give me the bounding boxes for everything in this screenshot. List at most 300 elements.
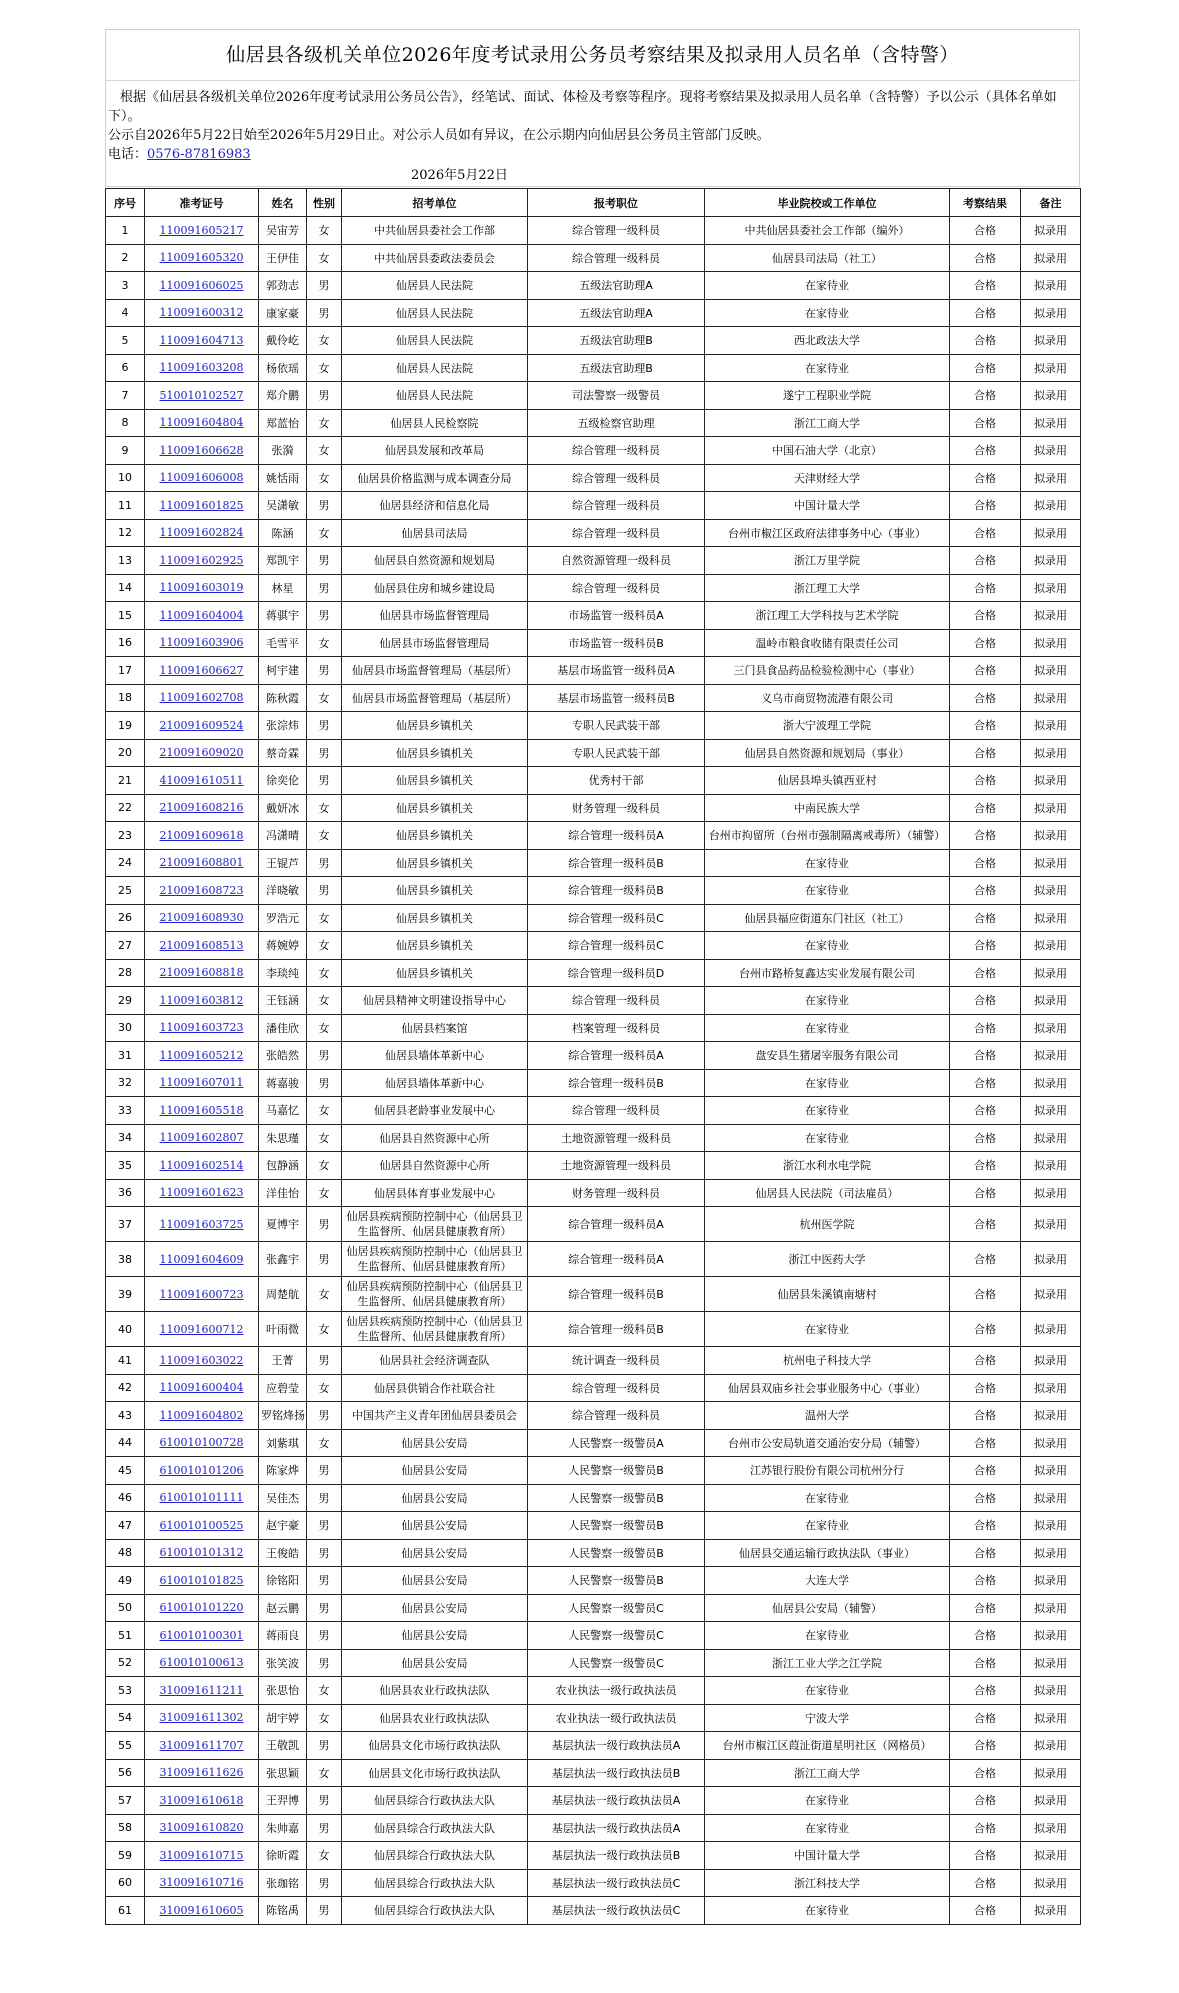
ticket-number-link[interactable]: 110091600712 bbox=[159, 1322, 244, 1336]
review-result-cell: 合格 bbox=[950, 382, 1021, 410]
candidate-name-cell: 张淙炜 bbox=[259, 712, 307, 740]
remark-cell: 拟录用 bbox=[1021, 464, 1081, 492]
ticket-number-cell bbox=[145, 1429, 259, 1457]
ticket-number-link[interactable]: 510010102527 bbox=[159, 388, 244, 402]
position-cell: 综合管理一级科员D bbox=[528, 959, 705, 987]
row-number-cell: 12 bbox=[106, 519, 145, 547]
recruiting-unit-cell: 仙居县公安局 bbox=[342, 1649, 528, 1677]
ticket-number-link[interactable]: 110091606628 bbox=[159, 443, 244, 457]
candidate-name-cell: 洋晓敏 bbox=[259, 877, 307, 905]
ticket-number-cell bbox=[145, 574, 259, 602]
ticket-number-link[interactable]: 210091608818 bbox=[159, 966, 244, 980]
ticket-number-link[interactable]: 110091607011 bbox=[159, 1076, 244, 1090]
table-row bbox=[106, 602, 1081, 630]
candidate-name-cell: 张思怡 bbox=[259, 1677, 307, 1705]
candidate-name-cell: 陈秋霞 bbox=[259, 684, 307, 712]
ticket-number-cell bbox=[145, 1897, 259, 1925]
ticket-number-cell bbox=[145, 1042, 259, 1070]
row-number-cell: 30 bbox=[106, 1014, 145, 1042]
school-or-employer-cell: 在家待业 bbox=[705, 877, 950, 905]
ticket-number-cell bbox=[145, 794, 259, 822]
table-row bbox=[106, 217, 1081, 245]
recruiting-unit-cell: 仙居县经济和信息化局 bbox=[342, 492, 528, 520]
gender-cell: 男 bbox=[307, 1787, 342, 1815]
gender-cell: 男 bbox=[307, 1869, 342, 1897]
row-number-cell: 19 bbox=[106, 712, 145, 740]
school-or-employer-cell: 仙居县司法局（社工） bbox=[705, 244, 950, 272]
table-row bbox=[106, 1179, 1081, 1207]
school-or-employer-cell: 仙居县双庙乡社会事业服务中心（事业） bbox=[705, 1374, 950, 1402]
recruiting-unit-cell: 仙居县人民法院 bbox=[342, 382, 528, 410]
recruiting-unit-cell: 仙居县自然资源中心所 bbox=[342, 1124, 528, 1152]
position-cell: 人民警察一级警员C bbox=[528, 1622, 705, 1650]
candidate-name-cell: 蒋嘉骏 bbox=[259, 1069, 307, 1097]
remark-cell: 拟录用 bbox=[1021, 1732, 1081, 1760]
row-number-cell: 28 bbox=[106, 959, 145, 987]
ticket-number-link[interactable]: 610010101220 bbox=[159, 1601, 244, 1615]
review-result-cell: 合格 bbox=[950, 1152, 1021, 1180]
ticket-number-link[interactable]: 210091608801 bbox=[159, 856, 244, 870]
ticket-number-cell bbox=[145, 684, 259, 712]
school-or-employer-cell: 台州市椒江区政府法律事务中心（事业） bbox=[705, 519, 950, 547]
gender-cell: 女 bbox=[307, 1677, 342, 1705]
ticket-number-cell bbox=[145, 492, 259, 520]
school-or-employer-cell: 台州市拘留所（台州市强制隔离戒毒所）（辅警） bbox=[705, 822, 950, 850]
ticket-number-cell bbox=[145, 437, 259, 465]
position-cell: 综合管理一级科员 bbox=[528, 1402, 705, 1430]
review-result-cell: 合格 bbox=[950, 1429, 1021, 1457]
ticket-number-link[interactable]: 110091601825 bbox=[159, 498, 244, 512]
ticket-number-link[interactable]: 110091604713 bbox=[159, 333, 244, 347]
ticket-number-link[interactable]: 110091606627 bbox=[159, 663, 244, 677]
remark-cell: 拟录用 bbox=[1021, 1179, 1081, 1207]
school-or-employer-cell: 中国石油大学（北京） bbox=[705, 437, 950, 465]
gender-cell: 女 bbox=[307, 1014, 342, 1042]
ticket-number-link[interactable]: 110091603812 bbox=[159, 993, 244, 1007]
row-number-cell: 27 bbox=[106, 932, 145, 960]
ticket-number-link[interactable]: 410091610511 bbox=[159, 773, 244, 787]
position-cell: 人民警察一级警员C bbox=[528, 1649, 705, 1677]
ticket-number-cell bbox=[145, 217, 259, 245]
school-or-employer-cell: 中南民族大学 bbox=[705, 794, 950, 822]
gender-cell: 男 bbox=[307, 1732, 342, 1760]
school-or-employer-cell: 仙居县埠头镇西亚村 bbox=[705, 767, 950, 795]
ticket-number-cell bbox=[145, 1622, 259, 1650]
review-result-cell: 合格 bbox=[950, 822, 1021, 850]
ticket-number-link[interactable]: 210091609524 bbox=[159, 718, 244, 732]
ticket-number-link[interactable]: 110091603725 bbox=[159, 1217, 244, 1231]
gender-cell: 男 bbox=[307, 1402, 342, 1430]
recruiting-unit-cell: 仙居县综合行政执法大队 bbox=[342, 1787, 528, 1815]
candidate-name-cell: 蒋骐宇 bbox=[259, 602, 307, 630]
row-number-cell: 20 bbox=[106, 739, 145, 767]
ticket-number-cell bbox=[145, 1179, 259, 1207]
row-number-cell: 38 bbox=[106, 1242, 145, 1277]
ticket-number-link[interactable]: 110091602807 bbox=[159, 1131, 244, 1145]
table-row bbox=[106, 244, 1081, 272]
ticket-number-cell bbox=[145, 1677, 259, 1705]
remark-cell: 拟录用 bbox=[1021, 1649, 1081, 1677]
table-row bbox=[106, 1042, 1081, 1070]
row-number-cell: 8 bbox=[106, 409, 145, 437]
position-cell: 自然资源管理一级科员 bbox=[528, 547, 705, 575]
ticket-number-link[interactable]: 610010100525 bbox=[159, 1518, 244, 1532]
gender-cell: 女 bbox=[307, 987, 342, 1015]
row-number-cell: 48 bbox=[106, 1539, 145, 1567]
phone-link[interactable]: 0576-87816983 bbox=[147, 147, 251, 162]
ticket-number-link[interactable]: 210091609020 bbox=[159, 746, 244, 760]
school-or-employer-cell: 在家待业 bbox=[705, 1014, 950, 1042]
gender-cell: 女 bbox=[307, 1124, 342, 1152]
recruiting-unit-cell: 仙居县综合行政执法大队 bbox=[342, 1842, 528, 1870]
ticket-number-link[interactable]: 110091603906 bbox=[159, 636, 244, 650]
row-number-cell: 40 bbox=[106, 1312, 145, 1347]
school-or-employer-cell: 在家待业 bbox=[705, 1512, 950, 1540]
ticket-number-link[interactable]: 110091604609 bbox=[159, 1252, 244, 1266]
school-or-employer-cell: 浙大宁波理工学院 bbox=[705, 712, 950, 740]
ticket-number-cell bbox=[145, 822, 259, 850]
review-result-cell: 合格 bbox=[950, 217, 1021, 245]
table-row bbox=[106, 1759, 1081, 1787]
ticket-number-link[interactable]: 110091604004 bbox=[159, 608, 244, 622]
gender-cell: 男 bbox=[307, 299, 342, 327]
table-row bbox=[106, 1677, 1081, 1705]
recruiting-unit-cell: 仙居县公安局 bbox=[342, 1594, 528, 1622]
candidate-name-cell: 周楚航 bbox=[259, 1277, 307, 1312]
row-number-cell: 3 bbox=[106, 272, 145, 300]
school-or-employer-cell: 浙江科技大学 bbox=[705, 1869, 950, 1897]
table-row bbox=[106, 437, 1081, 465]
remark-cell: 拟录用 bbox=[1021, 1759, 1081, 1787]
recruiting-unit-cell: 仙居县疾病预防控制中心（仙居县卫生监督所、仙居县健康教育所） bbox=[342, 1207, 528, 1242]
ticket-number-link[interactable]: 210091608930 bbox=[159, 911, 244, 925]
ticket-number-cell bbox=[145, 244, 259, 272]
table-row bbox=[106, 767, 1081, 795]
ticket-number-cell bbox=[145, 739, 259, 767]
candidate-name-cell: 王羿博 bbox=[259, 1787, 307, 1815]
review-result-cell: 合格 bbox=[950, 327, 1021, 355]
remark-cell: 拟录用 bbox=[1021, 1242, 1081, 1277]
school-or-employer-cell: 在家待业 bbox=[705, 272, 950, 300]
ticket-number-link[interactable]: 210091608216 bbox=[159, 801, 244, 815]
row-number-cell: 51 bbox=[106, 1622, 145, 1650]
recruiting-unit-cell: 仙居县农业行政执法队 bbox=[342, 1677, 528, 1705]
candidate-name-cell: 林星 bbox=[259, 574, 307, 602]
review-result-cell: 合格 bbox=[950, 1787, 1021, 1815]
remark-cell: 拟录用 bbox=[1021, 1429, 1081, 1457]
ticket-number-cell bbox=[145, 1347, 259, 1375]
table-row bbox=[106, 904, 1081, 932]
remark-cell: 拟录用 bbox=[1021, 1842, 1081, 1870]
ticket-number-link[interactable]: 210091609618 bbox=[159, 828, 244, 842]
ticket-number-link[interactable]: 110091601623 bbox=[159, 1186, 244, 1200]
ticket-number-link[interactable]: 110091602514 bbox=[159, 1158, 244, 1172]
notice-box bbox=[105, 29, 1080, 187]
review-result-cell: 合格 bbox=[950, 519, 1021, 547]
recruiting-unit-cell: 仙居县乡镇机关 bbox=[342, 822, 528, 850]
candidate-name-cell: 戴妍冰 bbox=[259, 794, 307, 822]
candidate-name-cell: 王锟芦 bbox=[259, 849, 307, 877]
ticket-number-cell bbox=[145, 904, 259, 932]
ticket-number-cell bbox=[145, 959, 259, 987]
row-number-cell: 42 bbox=[106, 1374, 145, 1402]
school-or-employer-cell: 在家待业 bbox=[705, 1897, 950, 1925]
remark-cell: 拟录用 bbox=[1021, 437, 1081, 465]
gender-cell: 男 bbox=[307, 1814, 342, 1842]
row-number-cell: 32 bbox=[106, 1069, 145, 1097]
phone-line bbox=[108, 145, 1077, 164]
phone-label: 电话： bbox=[108, 147, 148, 162]
ticket-number-link[interactable]: 310091611211 bbox=[159, 1683, 244, 1697]
notice-text bbox=[106, 88, 1079, 164]
ticket-number-link[interactable]: 110091602708 bbox=[159, 691, 244, 705]
recruiting-unit-cell: 仙居县综合行政执法大队 bbox=[342, 1869, 528, 1897]
gender-cell: 男 bbox=[307, 849, 342, 877]
ticket-number-cell bbox=[145, 547, 259, 575]
table-row bbox=[106, 1124, 1081, 1152]
ticket-number-link[interactable]: 310091611626 bbox=[159, 1766, 244, 1780]
school-or-employer-cell: 浙江中医药大学 bbox=[705, 1242, 950, 1277]
gender-cell: 女 bbox=[307, 1374, 342, 1402]
ticket-number-link[interactable]: 610010101206 bbox=[159, 1463, 244, 1477]
school-or-employer-cell: 台州市椒江区葭沚街道星明社区（网格员） bbox=[705, 1732, 950, 1760]
table-header-row bbox=[106, 189, 1081, 217]
col-header: 毕业院校或工作单位 bbox=[705, 189, 950, 217]
ticket-number-link[interactable]: 110091604802 bbox=[159, 1408, 244, 1422]
ticket-number-link[interactable]: 110091603022 bbox=[159, 1353, 244, 1367]
gender-cell: 男 bbox=[307, 739, 342, 767]
school-or-employer-cell: 温州大学 bbox=[705, 1402, 950, 1430]
position-cell: 综合管理一级科员B bbox=[528, 849, 705, 877]
candidate-name-cell: 蒋婉婷 bbox=[259, 932, 307, 960]
gender-cell: 男 bbox=[307, 1069, 342, 1097]
table-row bbox=[106, 877, 1081, 905]
gender-cell: 女 bbox=[307, 794, 342, 822]
ticket-number-link[interactable]: 110091602824 bbox=[159, 526, 244, 540]
ticket-number-cell bbox=[145, 1512, 259, 1540]
row-number-cell: 60 bbox=[106, 1869, 145, 1897]
review-result-cell: 合格 bbox=[950, 1814, 1021, 1842]
recruiting-unit-cell: 仙居县市场监督管理局 bbox=[342, 629, 528, 657]
gender-cell: 男 bbox=[307, 1347, 342, 1375]
ticket-number-cell bbox=[145, 657, 259, 685]
gender-cell: 男 bbox=[307, 1457, 342, 1485]
position-cell: 基层执法一级行政执法员C bbox=[528, 1897, 705, 1925]
row-number-cell: 29 bbox=[106, 987, 145, 1015]
position-cell: 人民警察一级警员B bbox=[528, 1567, 705, 1595]
row-number-cell: 31 bbox=[106, 1042, 145, 1070]
school-or-employer-cell: 在家待业 bbox=[705, 299, 950, 327]
school-or-employer-cell: 仙居县福应街道东门社区（社工） bbox=[705, 904, 950, 932]
school-or-employer-cell: 仙居县自然资源和规划局（事业） bbox=[705, 739, 950, 767]
row-number-cell: 58 bbox=[106, 1814, 145, 1842]
candidate-name-cell: 戴伶屹 bbox=[259, 327, 307, 355]
table-row bbox=[106, 1429, 1081, 1457]
recruiting-unit-cell: 仙居县乡镇机关 bbox=[342, 877, 528, 905]
position-cell: 综合管理一级科员B bbox=[528, 1069, 705, 1097]
gender-cell: 男 bbox=[307, 877, 342, 905]
ticket-number-link[interactable]: 110091600404 bbox=[159, 1381, 244, 1395]
school-or-employer-cell: 在家待业 bbox=[705, 354, 950, 382]
table-row bbox=[106, 492, 1081, 520]
review-result-cell: 合格 bbox=[950, 244, 1021, 272]
candidate-name-cell: 刘紫琪 bbox=[259, 1429, 307, 1457]
ticket-number-link[interactable]: 110091603723 bbox=[159, 1021, 244, 1035]
review-result-cell: 合格 bbox=[950, 1649, 1021, 1677]
ticket-number-link[interactable]: 610010100613 bbox=[159, 1656, 244, 1670]
review-result-cell: 合格 bbox=[950, 1567, 1021, 1595]
gender-cell: 男 bbox=[307, 382, 342, 410]
recruiting-unit-cell: 仙居县自然资源中心所 bbox=[342, 1152, 528, 1180]
ticket-number-link[interactable]: 610010101825 bbox=[159, 1573, 244, 1587]
remark-cell: 拟录用 bbox=[1021, 1677, 1081, 1705]
position-cell: 人民警察一级警员B bbox=[528, 1484, 705, 1512]
school-or-employer-cell: 遂宁工程职业学院 bbox=[705, 382, 950, 410]
gender-cell: 女 bbox=[307, 437, 342, 465]
review-result-cell: 合格 bbox=[950, 1124, 1021, 1152]
remark-cell: 拟录用 bbox=[1021, 1457, 1081, 1485]
candidate-name-cell: 姚恬雨 bbox=[259, 464, 307, 492]
ticket-number-link[interactable]: 110091603019 bbox=[159, 581, 244, 595]
candidate-name-cell: 毛雪平 bbox=[259, 629, 307, 657]
review-result-cell: 合格 bbox=[950, 1347, 1021, 1375]
ticket-number-link[interactable]: 110091605518 bbox=[159, 1103, 244, 1117]
table-row bbox=[106, 1277, 1081, 1312]
candidate-name-cell: 叶雨微 bbox=[259, 1312, 307, 1347]
position-cell: 五级检察官助理 bbox=[528, 409, 705, 437]
review-result-cell: 合格 bbox=[950, 1014, 1021, 1042]
table-row bbox=[106, 739, 1081, 767]
ticket-number-link[interactable]: 310091611707 bbox=[159, 1738, 244, 1752]
ticket-number-link[interactable]: 310091610618 bbox=[159, 1793, 244, 1807]
position-cell: 综合管理一级科员 bbox=[528, 244, 705, 272]
gender-cell: 女 bbox=[307, 354, 342, 382]
ticket-number-link[interactable]: 310091610715 bbox=[159, 1848, 244, 1862]
ticket-number-link[interactable]: 110091600312 bbox=[159, 306, 244, 320]
ticket-number-link[interactable]: 610010101312 bbox=[159, 1546, 244, 1560]
ticket-number-link[interactable]: 110091605212 bbox=[159, 1048, 244, 1062]
remark-cell: 拟录用 bbox=[1021, 1277, 1081, 1312]
ticket-number-cell bbox=[145, 1457, 259, 1485]
recruiting-unit-cell: 仙居县公安局 bbox=[342, 1484, 528, 1512]
position-cell: 综合管理一级科员 bbox=[528, 492, 705, 520]
document bbox=[105, 29, 1080, 1925]
ticket-number-link[interactable]: 610010100728 bbox=[159, 1436, 244, 1450]
review-result-cell: 合格 bbox=[950, 794, 1021, 822]
position-cell: 土地资源管理一级科员 bbox=[528, 1152, 705, 1180]
period-paragraph: 公示自2026年5月22日始至2026年5月29日止。对公示人员如有异议，在公示期内向仙居县公务员主管部门反映。 bbox=[108, 128, 770, 143]
table-row bbox=[106, 987, 1081, 1015]
candidate-name-cell: 杨依瑶 bbox=[259, 354, 307, 382]
ticket-number-link[interactable]: 110091604804 bbox=[159, 416, 244, 430]
ticket-number-link[interactable]: 110091600723 bbox=[159, 1287, 244, 1301]
recruiting-unit-cell: 仙居县公安局 bbox=[342, 1622, 528, 1650]
ticket-number-link[interactable]: 310091610820 bbox=[159, 1821, 244, 1835]
position-cell: 五级法官助理B bbox=[528, 354, 705, 382]
remark-cell: 拟录用 bbox=[1021, 519, 1081, 547]
gender-cell: 男 bbox=[307, 1649, 342, 1677]
review-result-cell: 合格 bbox=[950, 712, 1021, 740]
ticket-number-link[interactable]: 310091611302 bbox=[159, 1711, 244, 1725]
gender-cell: 男 bbox=[307, 547, 342, 575]
ticket-number-link[interactable]: 110091605320 bbox=[159, 251, 244, 265]
gender-cell: 男 bbox=[307, 1512, 342, 1540]
candidate-name-cell: 徐奕伦 bbox=[259, 767, 307, 795]
candidate-name-cell: 陈涵 bbox=[259, 519, 307, 547]
position-cell: 综合管理一级科员A bbox=[528, 822, 705, 850]
row-number-cell: 44 bbox=[106, 1429, 145, 1457]
recruiting-unit-cell: 仙居县乡镇机关 bbox=[342, 767, 528, 795]
gender-cell: 男 bbox=[307, 767, 342, 795]
table-row bbox=[106, 932, 1081, 960]
table-row bbox=[106, 1897, 1081, 1925]
ticket-number-link[interactable]: 610010100301 bbox=[159, 1628, 244, 1642]
recruiting-unit-cell: 仙居县人民法院 bbox=[342, 327, 528, 355]
ticket-number-link[interactable]: 610010101111 bbox=[159, 1491, 244, 1505]
review-result-cell: 合格 bbox=[950, 1374, 1021, 1402]
ticket-number-link[interactable]: 110091606025 bbox=[159, 278, 244, 292]
recruiting-unit-cell: 仙居县墙体革新中心 bbox=[342, 1069, 528, 1097]
review-result-cell: 合格 bbox=[950, 492, 1021, 520]
remark-cell: 拟录用 bbox=[1021, 904, 1081, 932]
recruiting-unit-cell: 仙居县人民法院 bbox=[342, 354, 528, 382]
ticket-number-link[interactable]: 110091603208 bbox=[159, 361, 244, 375]
row-number-cell: 24 bbox=[106, 849, 145, 877]
gender-cell: 女 bbox=[307, 464, 342, 492]
ticket-number-link[interactable]: 310091610605 bbox=[159, 1903, 244, 1917]
table-row bbox=[106, 1152, 1081, 1180]
ticket-number-cell bbox=[145, 354, 259, 382]
recruiting-unit-cell: 仙居县人民法院 bbox=[342, 299, 528, 327]
position-cell: 综合管理一级科员C bbox=[528, 904, 705, 932]
ticket-number-link[interactable]: 110091605217 bbox=[159, 223, 244, 237]
ticket-number-link[interactable]: 210091608723 bbox=[159, 883, 244, 897]
ticket-number-link[interactable]: 310091610716 bbox=[159, 1876, 244, 1890]
gender-cell: 女 bbox=[307, 409, 342, 437]
candidate-name-cell: 赵云鹏 bbox=[259, 1594, 307, 1622]
recruiting-unit-cell: 仙居县综合行政执法大队 bbox=[342, 1897, 528, 1925]
col-header: 备注 bbox=[1021, 189, 1081, 217]
review-result-cell: 合格 bbox=[950, 547, 1021, 575]
candidate-name-cell: 柯宇建 bbox=[259, 657, 307, 685]
position-cell: 统计调查一级科员 bbox=[528, 1347, 705, 1375]
ticket-number-link[interactable]: 210091608513 bbox=[159, 938, 244, 952]
candidate-name-cell: 应碧莹 bbox=[259, 1374, 307, 1402]
table-row bbox=[106, 849, 1081, 877]
review-result-cell: 合格 bbox=[950, 354, 1021, 382]
position-cell: 基层执法一级行政执法员C bbox=[528, 1869, 705, 1897]
ticket-number-cell bbox=[145, 1704, 259, 1732]
candidate-name-cell: 王钰涵 bbox=[259, 987, 307, 1015]
review-result-cell: 合格 bbox=[950, 1402, 1021, 1430]
review-result-cell: 合格 bbox=[950, 877, 1021, 905]
remark-cell: 拟录用 bbox=[1021, 1124, 1081, 1152]
row-number-cell: 43 bbox=[106, 1402, 145, 1430]
ticket-number-cell bbox=[145, 1484, 259, 1512]
review-result-cell: 合格 bbox=[950, 684, 1021, 712]
position-cell: 基层执法一级行政执法员A bbox=[528, 1732, 705, 1760]
ticket-number-link[interactable]: 110091602925 bbox=[159, 553, 244, 567]
recruiting-unit-cell: 仙居县综合行政执法大队 bbox=[342, 1814, 528, 1842]
recruiting-unit-cell: 仙居县发展和改革局 bbox=[342, 437, 528, 465]
remark-cell: 拟录用 bbox=[1021, 1622, 1081, 1650]
table-row bbox=[106, 1704, 1081, 1732]
recruiting-unit-cell: 中国共产主义青年团仙居县委员会 bbox=[342, 1402, 528, 1430]
position-cell: 市场监管一级科员A bbox=[528, 602, 705, 630]
remark-cell: 拟录用 bbox=[1021, 602, 1081, 630]
ticket-number-link[interactable]: 110091606008 bbox=[159, 471, 244, 485]
remark-cell: 拟录用 bbox=[1021, 1594, 1081, 1622]
